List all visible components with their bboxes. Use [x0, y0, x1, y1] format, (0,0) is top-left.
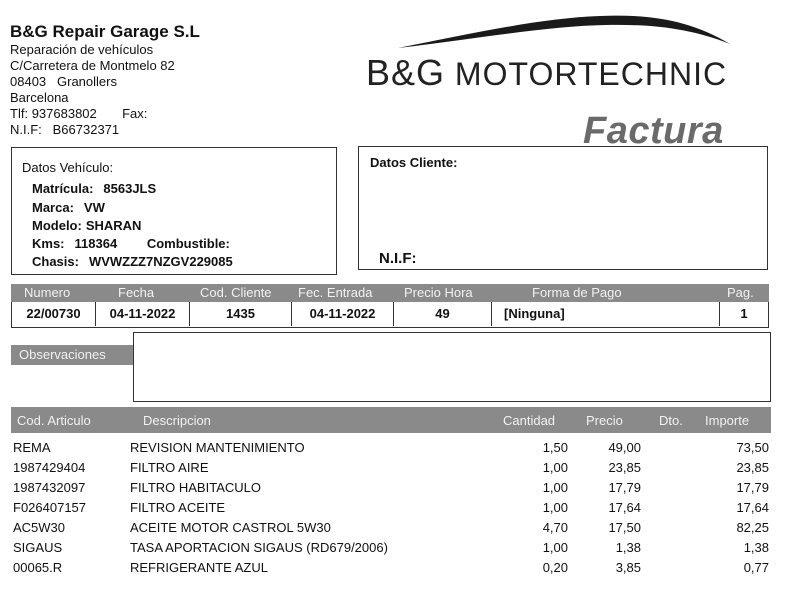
- item-description: TASA APORTACION SIGAUS (RD679/2006): [130, 540, 388, 555]
- brand-logo: [360, 4, 760, 94]
- item-quantity: 1,00: [542, 460, 568, 475]
- invoice-header-bar: [11, 284, 769, 302]
- company-nif-row: [10, 122, 250, 138]
- cod-articulo-header: Cod. Articulo: [17, 413, 91, 428]
- company-province: Barcelona: [10, 90, 69, 105]
- numero-value: 22/00730: [12, 302, 96, 326]
- item-price: 23,85: [608, 460, 641, 475]
- vehicle-data-box: [11, 147, 337, 275]
- item-quantity: 1,00: [542, 480, 568, 495]
- importe-header: Importe: [705, 413, 750, 428]
- item-amount: 17,79: [736, 480, 769, 495]
- marca-label: Marca:: [32, 200, 74, 215]
- item-code: AC5W30: [13, 520, 66, 535]
- pag-value: 1: [740, 306, 748, 321]
- car-silhouette-icon: [390, 4, 760, 56]
- brand-right: MOTORTECHNIC: [454, 56, 728, 92]
- item-quantity: 1,50: [542, 440, 568, 455]
- item-code: REMA: [13, 440, 51, 455]
- brand-wordmark: [366, 52, 727, 94]
- item-price: 49,00: [608, 440, 641, 455]
- phone-label: Tlf:: [10, 106, 29, 121]
- item-quantity: 4,70: [542, 520, 568, 535]
- table-row: [13, 560, 773, 580]
- document-type: Factura: [583, 110, 724, 152]
- company-postal-city: [10, 74, 250, 90]
- modelo-label: Modelo:: [32, 218, 82, 233]
- precio-hora-value: 49: [394, 302, 492, 326]
- marca-value: VW: [83, 200, 105, 215]
- cod-cliente-value: 1435: [190, 302, 292, 326]
- client-nif-label: N.I.F:: [379, 250, 417, 267]
- item-description: REVISION MANTENIMIENTO: [130, 440, 305, 455]
- forma-pago-value: [Ninguna]: [492, 302, 720, 326]
- fax-label: Fax:: [122, 106, 148, 121]
- item-description: FILTRO AIRE: [130, 460, 209, 475]
- company-phone-row: [10, 106, 250, 122]
- item-amount: 17,64: [736, 500, 769, 515]
- chasis-label: Chasis:: [32, 254, 79, 269]
- item-price: 17,64: [608, 500, 641, 515]
- company-nif-value: B66732371: [52, 122, 120, 137]
- numero-header: Numero: [24, 285, 71, 300]
- company-nif-label: N.I.F:: [10, 122, 42, 137]
- cod-cliente-header: Cod. Cliente: [200, 285, 272, 300]
- item-code: 1987432097: [13, 480, 86, 495]
- fecha-value: 04-11-2022: [96, 302, 190, 326]
- item-amount: 1,38: [743, 540, 769, 555]
- table-row: [13, 520, 773, 540]
- item-description: REFRIGERANTE AZUL: [130, 560, 268, 575]
- items-header-bar: [11, 407, 771, 433]
- item-description: FILTRO ACEITE: [130, 500, 226, 515]
- company-activity: Reparación de vehículos: [10, 42, 154, 57]
- fec-entrada-value: 04-11-2022: [292, 302, 394, 326]
- company-info: [10, 22, 250, 138]
- item-amount: 73,50: [736, 440, 769, 455]
- phone-value: 937683802: [31, 106, 97, 121]
- forma-pago-header: Forma de Pago: [532, 285, 622, 300]
- table-row: [13, 460, 773, 480]
- matricula-label: Matrícula:: [32, 181, 94, 196]
- item-price: 17,50: [608, 520, 641, 535]
- observaciones-box: [133, 332, 771, 402]
- vehicle-title: Datos Vehículo:: [22, 160, 114, 175]
- item-code: SIGAUS: [13, 540, 63, 555]
- chasis-value: WVWZZZ7NZGV229085: [88, 254, 233, 269]
- combustible-label: Combustible:: [146, 236, 230, 251]
- company-postal-code: 08403: [10, 74, 47, 89]
- item-price: 1,38: [615, 540, 641, 555]
- table-row: [13, 440, 773, 460]
- item-quantity: 0,20: [542, 560, 568, 575]
- item-amount: 0,77: [743, 560, 769, 575]
- client-data-box: [358, 146, 768, 270]
- item-amount: 82,25: [736, 520, 769, 535]
- vehicle-marca: [32, 200, 105, 215]
- company-address: C/Carretera de Montmelo 82: [10, 58, 175, 73]
- company-name: B&G Repair Garage S.L: [10, 22, 200, 41]
- observaciones-label: Observaciones: [11, 345, 133, 365]
- vehicle-chasis: [32, 254, 233, 269]
- item-description: FILTRO HABITACULO: [130, 480, 261, 495]
- item-description: ACEITE MOTOR CASTROL 5W30: [130, 520, 331, 535]
- item-code: F026407157: [13, 500, 87, 515]
- fecha-header: Fecha: [118, 285, 155, 300]
- item-price: 3,85: [615, 560, 641, 575]
- table-row: [13, 540, 773, 560]
- item-quantity: 1,00: [542, 540, 568, 555]
- invoice-header-values: [11, 302, 769, 328]
- matricula-value: 8563JLS: [103, 181, 157, 196]
- item-quantity: 1,00: [542, 500, 568, 515]
- cantidad-header: Cantidad: [503, 413, 556, 428]
- client-title: Datos Cliente:: [370, 155, 458, 170]
- vehicle-matricula: [32, 181, 156, 196]
- item-code: 00065.R: [13, 560, 63, 575]
- vehicle-modelo: [32, 218, 141, 233]
- kms-label: Kms:: [32, 236, 65, 251]
- vehicle-kms: [32, 236, 230, 251]
- precio-header: Precio: [586, 413, 623, 428]
- item-price: 17,79: [608, 480, 641, 495]
- table-row: [13, 480, 773, 500]
- precio-hora-header: Precio Hora: [404, 285, 473, 300]
- kms-value: 118364: [74, 236, 118, 251]
- items-list: [13, 440, 773, 580]
- descripcion-header: Descripcion: [143, 413, 211, 428]
- item-amount: 23,85: [736, 460, 769, 475]
- pag-header: Pag.: [727, 285, 754, 300]
- brand-left: B&G: [366, 52, 446, 93]
- fec-entrada-header: Fec. Entrada: [298, 285, 373, 300]
- company-city: Granollers: [57, 74, 117, 89]
- item-code: 1987429404: [13, 460, 86, 475]
- modelo-value: SHARAN: [85, 218, 142, 233]
- dto-header: Dto.: [659, 413, 683, 428]
- table-row: [13, 500, 773, 520]
